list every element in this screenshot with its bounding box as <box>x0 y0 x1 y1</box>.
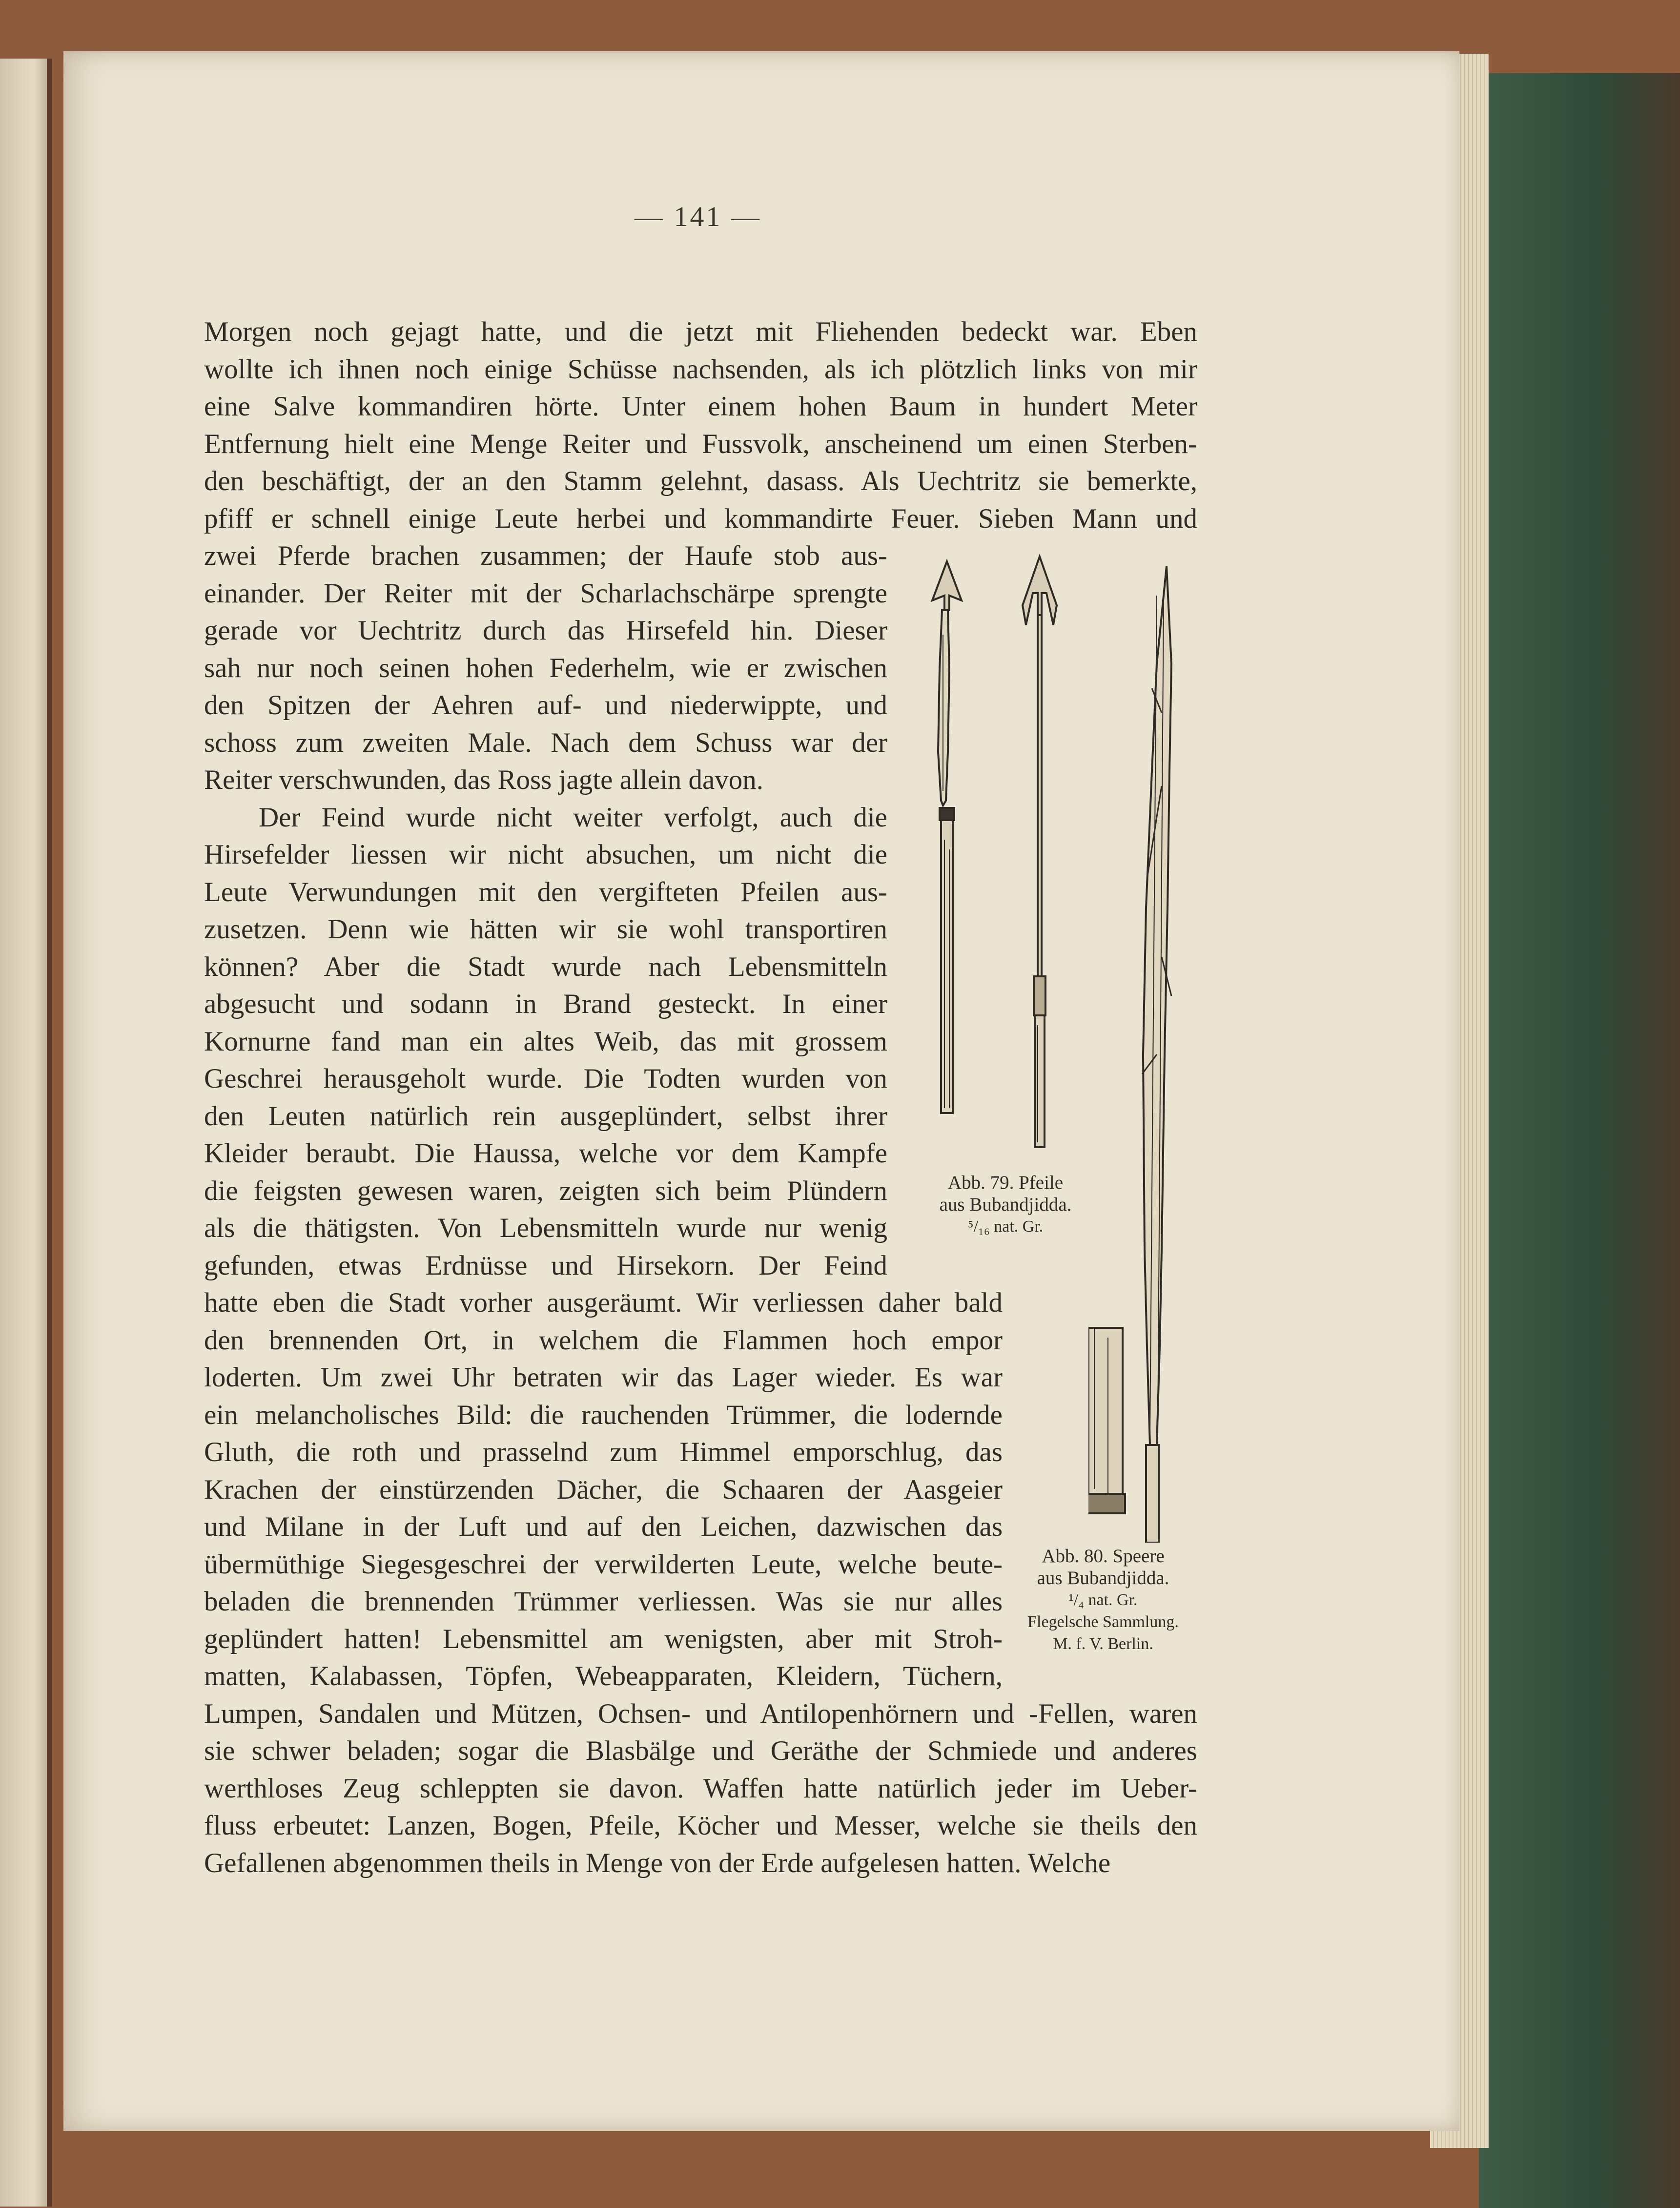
figure-80-caption <box>1005 1545 1201 1655</box>
text-line: Kornurne fand man ein altes Weib, das mit grossem <box>204 1026 887 1057</box>
text-line: Krachen der einstürzenden Dächer, die Schaaren der Aasgeier <box>204 1474 1003 1505</box>
text-line: Der Feind wurde nicht weiter verfolgt, auch die <box>259 802 887 833</box>
figure-80-spears <box>1088 566 1235 1543</box>
text-line: Lumpen, Sandalen und Mützen, Ochsen- und Antilopenhörnern und -Fellen, waren <box>204 1698 1197 1729</box>
text-line: Geschrei herausgeholt wurde. Die Todten wurden von <box>204 1063 887 1094</box>
spine <box>47 59 52 2207</box>
figure-79-caption-line3: ⁵/₁₆ nat. Gr. <box>967 1217 1044 1236</box>
text-line: beladen die brennenden Trümmer verliessen. Was sie nur alles <box>204 1586 1003 1617</box>
text-line: den Leuten natürlich rein ausgeplündert, selbst ihrer <box>204 1100 887 1132</box>
text-line: sie schwer beladen; sogar die Blasbälge und Geräthe der Schmiede und anderes <box>204 1735 1197 1766</box>
text-line: Reiter verschwunden, das Ross jagte allein davon. <box>204 764 764 795</box>
text-line: wollte ich ihnen noch einige Schüsse nachsenden, als ich plötzlich links von mir <box>204 353 1197 385</box>
text-line: und Milane in der Luft und auf den Leichen, dazwischen das <box>204 1511 1003 1542</box>
text-line: den brennenden Ort, in welchem die Flammen hoch empor <box>204 1324 1003 1356</box>
text-line: werthloses Zeug schleppten sie davon. Waffen hatte natürlich jeder im Ueber- <box>204 1773 1197 1804</box>
text-line: Entfernung hielt eine Menge Reiter und Fussvolk, anscheinend um einen Sterben- <box>204 428 1197 459</box>
text-line: übermüthige Siegesgeschrei der verwilderten Leute, welche beute- <box>204 1548 1003 1580</box>
text-line: Kleider beraubt. Die Haussa, welche vor dem Kampfe <box>204 1138 887 1169</box>
figure-79-caption <box>908 1172 1103 1238</box>
text-line: als die thätigsten. Von Lebensmitteln wurde nur wenig <box>204 1213 887 1243</box>
text-line: Gluth, die roth und prasselnd zum Himmel emporschlug, das <box>204 1437 1003 1467</box>
text-line: die feigsten gewesen waren, zeigten sich beim Plündern <box>204 1175 887 1206</box>
text-line: sah nur noch seinen hohen Federhelm, wie er zwischen <box>204 652 887 683</box>
page-number: — 141 — <box>635 201 761 232</box>
book-cover <box>1479 73 1680 2208</box>
text-line: den Spitzen der Aehren auf- und niederwippte, und <box>204 690 887 721</box>
text-line: eine Salve kommandiren hörte. Unter einem hohen Baum in hundert Meter <box>204 391 1197 422</box>
text-line: einander. Der Reiter mit der Scharlachschärpe sprengte <box>204 578 887 609</box>
text-line: ein melancholisches Bild: die rauchenden Trümmer, die lodernde <box>204 1399 1003 1430</box>
text-line: den beschäftigt, der an den Stamm gelehnt, dasass. Als Uechtritz sie bemerkte, <box>204 466 1197 496</box>
text-line: fluss erbeutet: Lanzen, Bogen, Pfeile, Köcher und Messer, welche sie theils den <box>204 1810 1197 1841</box>
text-line: schoss zum zweiten Male. Nach dem Schuss war der <box>204 727 887 758</box>
figure-80-caption-line4: Flegelsche Sammlung. <box>1027 1613 1179 1631</box>
figure-79-caption-line1: Abb. 79. Pfeile <box>947 1172 1064 1193</box>
text-line: abgesucht und sodann in Brand gesteckt. In einer <box>204 989 887 1019</box>
figure-80-caption-line5: M. f. V. Berlin. <box>1053 1635 1153 1653</box>
text-line: hatte eben die Stadt vorher ausgeräumt. Wir verliessen daher bald <box>204 1287 1003 1318</box>
text-line: matten, Kalabassen, Töpfen, Webeapparaten, Kleidern, Tüchern, <box>204 1661 1003 1692</box>
figure-80-caption-line3: ¹/₄ nat. Gr. <box>1068 1591 1138 1609</box>
text-line: gerade vor Uechtritz durch das Hirsefeld hin. Dieser <box>204 615 887 646</box>
figure-80-caption-line2: aus Bubandjidda. <box>1037 1568 1169 1589</box>
figure-80-caption-line1: Abb. 80. Speere <box>1042 1546 1165 1567</box>
text-line: Hirsefelder liessen wir nicht absuchen, um nicht die <box>204 839 887 870</box>
text-line: pfiff er schnell einige Leute herbei und kommandirte Feuer. Sieben Mann und <box>204 503 1197 534</box>
text-line: Gefallenen abgenommen theils in Menge von der Erde aufgelesen hatten. Welche <box>204 1847 1111 1878</box>
figure-79-caption-line2: aus Bubandjidda. <box>939 1194 1072 1215</box>
text-line: loderten. Um zwei Uhr betraten wir das Lager wieder. Es war <box>204 1362 1003 1393</box>
text-line: Leute Verwundungen mit den vergifteten Pfeilen aus- <box>204 876 887 908</box>
text-line: Morgen noch gejagt hatte, und die jetzt mit Fliehenden bedeckt war. Eben <box>204 316 1197 347</box>
figure-79-arrows <box>918 547 1064 1157</box>
text-line: zusetzen. Denn wie hätten wir sie wohl transportiren <box>204 914 887 945</box>
text-line: zwei Pferde brachen zusammen; der Haufe stob aus- <box>204 540 887 571</box>
text-line: gefunden, etwas Erdnüsse und Hirsekorn. Der Feind <box>204 1250 887 1281</box>
text-line: können? Aber die Stadt wurde nach Lebensmitteln <box>204 951 887 982</box>
text-line: geplündert hatten! Lebensmittel am wenigsten, aber mit Stroh- <box>204 1623 1003 1654</box>
left-page-edge <box>0 59 49 2207</box>
